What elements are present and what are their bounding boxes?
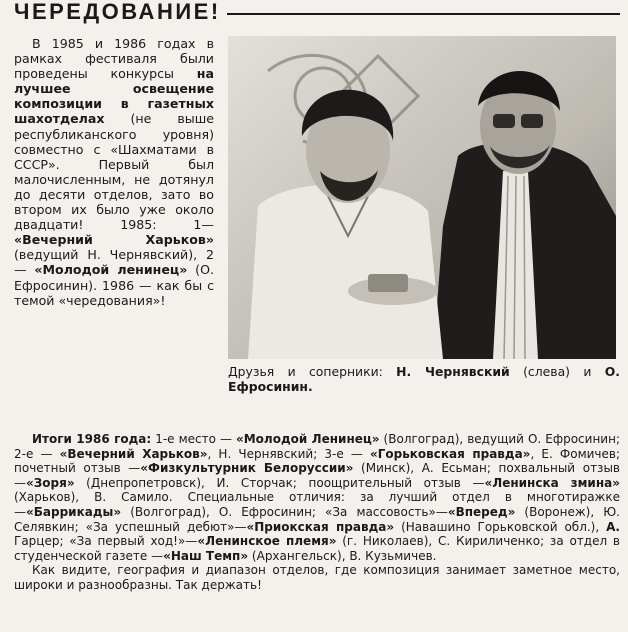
results-text: Гарцер; «За первый ход!»—: [14, 534, 198, 549]
results-paragraph: [14, 432, 620, 563]
results-bold: «Баррикады»: [26, 504, 122, 519]
results-text: (Минск), А. Есьман; похвальный отзыв —: [14, 461, 620, 490]
photo-illustration: [228, 36, 616, 359]
left-bold-1: на лучшее освещение композиции в газетных шахотделах: [14, 66, 214, 127]
left-text-1: В 1985 и 1986 годах в рамках фестиваля были проведены конкурсы: [14, 36, 214, 82]
results-bold: «Физкультурник Белоруссии»: [140, 461, 354, 476]
results-text: 1-е место —: [151, 432, 236, 446]
left-bold-2: «Вечерний Харьков»: [14, 232, 214, 248]
results-bold: «Наш Темп»: [163, 548, 249, 563]
results-text: , Е. Фомичев; почетный отзыв —: [14, 446, 621, 476]
results-bold: «Ленинское племя»: [197, 534, 337, 549]
results-text: (Архангельск), В. Кузьмичев.: [248, 548, 437, 563]
results-bold: «Приокская правда»: [246, 519, 395, 534]
caption-text-1: Друзья и соперники:: [228, 364, 397, 379]
left-text-2: (не выше республиканского уровня) совместно с «Шахматами в СССР». Первый был малочисленным, не дотянул до десяти отделов, зато во втором их было уже около двадцати! 1985: 1—: [14, 111, 214, 233]
results-text: (г. Николаев), С. Кириличенко; за отдел в студенческой газете —: [14, 534, 620, 563]
headline: [14, 0, 620, 24]
results-bold: «Молодой Ленинец»: [235, 432, 380, 446]
results-label: Итоги 1986 года:: [32, 432, 152, 446]
photo-two-men: [228, 36, 616, 359]
results-bold: «Горьковская правда»: [369, 446, 531, 461]
caption-name-2: О. Ефросинин.: [228, 364, 620, 395]
results-bold: «Вперед»: [447, 504, 516, 519]
left-bold-3: «Молодой ленинец»: [34, 262, 188, 278]
results-text: (Волгоград), ведущий О. Ефросинин; 2-е —: [14, 432, 620, 461]
photo-caption: [228, 364, 620, 394]
left-text-3: (ведущий Н. Чернявский), 2 —: [14, 247, 214, 278]
headline-rule: [227, 13, 620, 15]
results-text: , Н. Чернявский; 3-е —: [207, 446, 370, 461]
results-text: (Днепропетровск), И. Сторчак; поощрительный отзыв —: [74, 475, 485, 490]
results-text: (Навашино Горьковской обл.),: [394, 519, 607, 534]
caption-name-1: Н. Чернявский: [396, 364, 510, 379]
left-paragraph: [14, 36, 214, 308]
left-text-4: (О. Ефросинин). 1986 — как бы с темой «чередования»!: [14, 262, 214, 308]
left-column: [14, 36, 214, 308]
results-bold: «Ленинска змина»: [484, 475, 620, 490]
headline-text: ЧЕРЕДОВАНИЕ!: [14, 0, 221, 24]
caption-text-2: (слева) и: [509, 364, 605, 379]
results-bold: «Зоря»: [26, 475, 75, 490]
results-text: (Воронеж), Ю. Селявкин; «За успешный дебют»—: [14, 504, 620, 534]
results-section: [14, 432, 620, 593]
results-bold: «Вечерний Харьков»: [59, 446, 208, 461]
results-text: (Харьков), В. Самило. Специальные отличия: за лучший отдел в многотиражке —: [14, 490, 620, 519]
closing-text: Как видите, география и диапазон отделов, где композиция занимает заметное место, широки и разнообразны. Так держать!: [14, 563, 620, 592]
results-text: (Волгоград), О. Ефросинин; «За массовость»—: [121, 504, 448, 519]
results-bold: А.: [606, 519, 620, 534]
closing-paragraph: [14, 563, 620, 592]
